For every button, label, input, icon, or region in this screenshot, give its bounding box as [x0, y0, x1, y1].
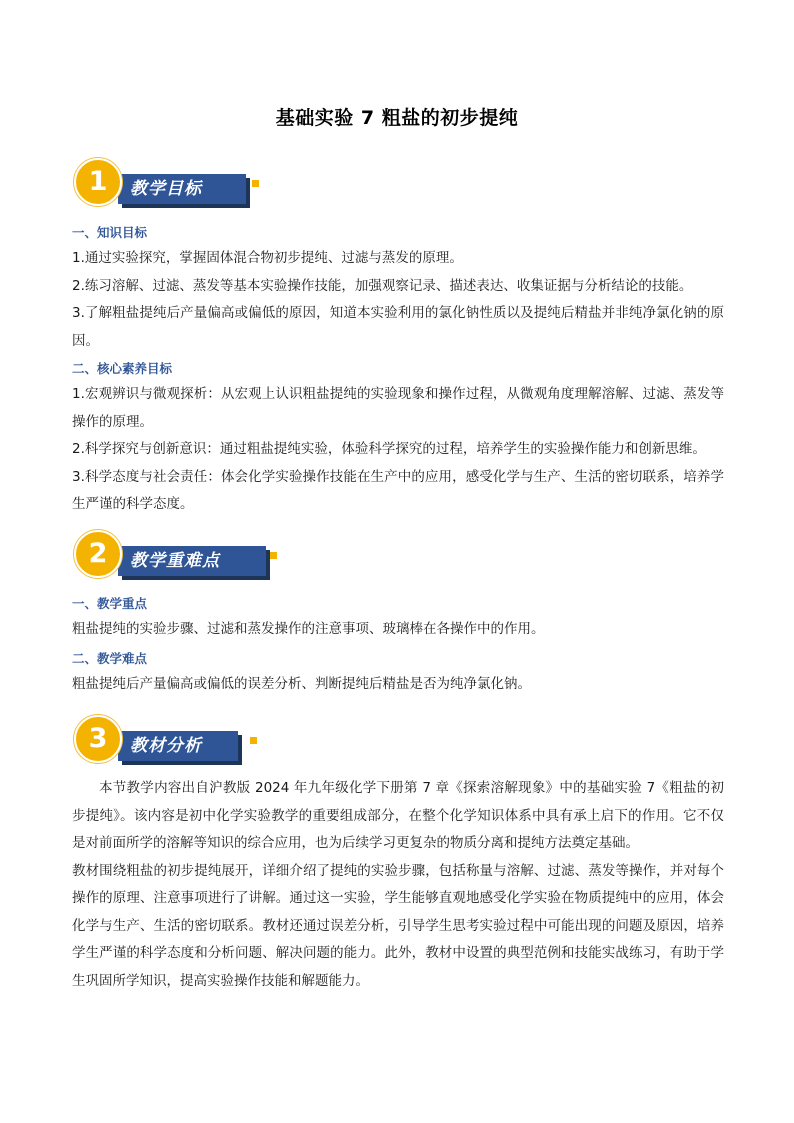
objective-line: 3.了解粗盐提纯后产量偏高或偏低的原因，知道本实验利用的氯化钠性质以及提纯后精盐并非纯净氯化钠的原因。: [72, 305, 724, 349]
accent-square: [250, 737, 257, 744]
accent-square: [270, 552, 277, 559]
section-number-badge: 2: [74, 530, 122, 578]
knowledge-objectives: [72, 245, 724, 355]
objective-line: 1.通过实验探究，掌握固体混合物初步提纯、过滤与蒸发的原理。: [72, 250, 463, 266]
section-banner-2: [72, 528, 272, 588]
subsection-label: 二、核心素养目标: [72, 361, 173, 376]
section-heading: 教学重难点: [130, 551, 220, 571]
analysis-paragraph: 教材围绕粗盐的初步提纯展开，详细介绍了提纯的实验步骤，包括称量与溶解、过滤、蒸发等操作，并对每个操作的原理、注意事项进行了讲解。通过这一实验，学生能够直观地感受化学实验在物质提纯中的应用，体会化学与生产、生活的密切联系。教材还通过误差分析，引导学生思考实验过程中可能出现的问题及原因，培养学生严谨的科学态度和分析问题、解决问题的能力。此外，教材中设置的典型范例和技能实战练习，有助于学生巩固所学知识，提高实验操作技能和解题能力。: [72, 862, 724, 989]
literacy-objectives: [72, 381, 724, 519]
subsection-label: 一、教学重点: [72, 596, 148, 611]
objective-line: 2.科学探究与创新意识：通过粗盐提纯实验，体验科学探究的过程，培养学生的实验操作能力和创新思维。: [72, 441, 706, 457]
difficult-point-line: 粗盐提纯后产量偏高或偏低的误差分析、判断提纯后精盐是否为纯净氯化钠。: [72, 676, 531, 692]
analysis-paragraph: 本节教学内容出自沪教版 2024 年九年级化学下册第 7 章《探索溶解现象》中的基础实验 7《粗盐的初步提纯》。该内容是初中化学实验教学的重要组成部分，在整个化学知识体系中具有承上启下的作用。它不仅是对前面所学的溶解等知识的综合应用，也为后续学习更复杂的物质分离和提纯方法奠定基础。: [72, 780, 724, 851]
objective-line: 2.练习溶解、过滤、蒸发等基本实验操作技能，加强观察记录、描述表达、收集证据与分析结论的技能。: [72, 277, 693, 294]
subsection-label: 二、教学难点: [72, 651, 148, 666]
section-number-badge: 3: [74, 715, 122, 763]
section-banner-3: [72, 713, 272, 773]
subsection-label: 一、知识目标: [72, 225, 148, 240]
document-title: 基础实验 7 粗盐的初步提纯: [275, 107, 519, 129]
key-points: [72, 616, 724, 644]
section-number-badge: 1: [74, 158, 122, 206]
objective-line: 3.科学态度与社会责任：体会化学实验操作技能在生产中的应用，感受化学与生产、生活的密切联系，培养学生严谨的科学态度。: [72, 468, 724, 512]
section-heading: 教学目标: [130, 179, 202, 199]
textbook-analysis: [72, 775, 724, 995]
difficult-points: [72, 671, 724, 699]
objective-line: 1.宏观辨识与微观探析：从宏观上认识粗盐提纯的实验现象和操作过程，从微观角度理解溶解、过滤、蒸发等操作的原理。: [72, 386, 724, 430]
section-heading: 教材分析: [130, 736, 202, 756]
key-point-line: 粗盐提纯的实验步骤、过滤和蒸发操作的注意事项、玻璃棒在各操作中的作用。: [72, 621, 545, 637]
accent-square: [252, 180, 259, 187]
section-banner-1: [72, 156, 272, 216]
